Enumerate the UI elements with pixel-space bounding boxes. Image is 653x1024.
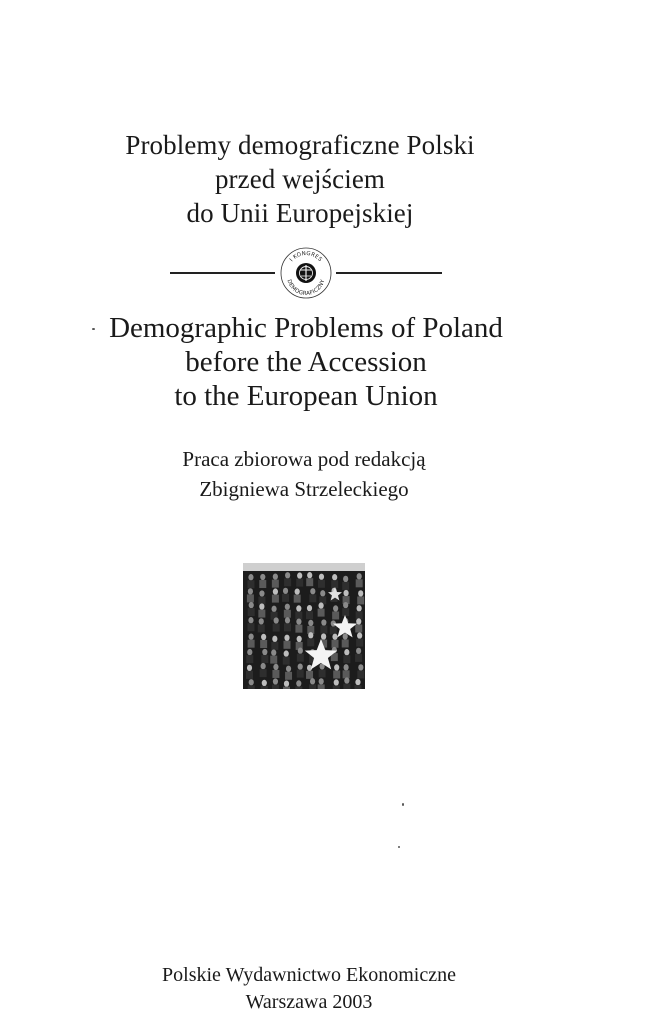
emblem-text-top: I KONGRES: [288, 250, 323, 264]
congress-emblem-icon: [279, 246, 333, 300]
scan-speck: [398, 846, 400, 848]
scan-speck: [92, 328, 95, 330]
crowd-with-stars-photo: [243, 563, 365, 689]
polish-title-line-3: do Unii Europejskiej: [186, 198, 414, 228]
english-title-line-2: before the Accession: [185, 346, 427, 378]
publisher-place-year: Warszawa 2003: [245, 991, 373, 1013]
polish-title: [0, 128, 600, 230]
divider-line-right: [336, 272, 442, 274]
english-title-line-1: Demographic Problems of Poland: [109, 312, 503, 344]
publisher-name: Polskie Wydawnictwo Ekonomiczne: [162, 964, 456, 986]
emblem-divider: [170, 244, 442, 304]
editor-line-2: Zbigniewa Strzeleckiego: [199, 477, 409, 501]
emblem-text-bottom: DEMOGRAFICZNY: [285, 278, 327, 298]
polish-title-line-2: przed wejściem: [214, 164, 386, 194]
polish-title-line-1: Problemy demograficzne Polski: [125, 130, 475, 160]
editor-credit: [0, 444, 608, 504]
scan-speck: [402, 803, 404, 806]
english-title: [0, 311, 612, 413]
english-title-line-3: to the European Union: [174, 380, 438, 412]
editor-line-1: Praca zbiorowa pod redakcją: [182, 447, 426, 471]
divider-line-left: [170, 272, 275, 274]
publisher-block: [0, 962, 618, 1016]
